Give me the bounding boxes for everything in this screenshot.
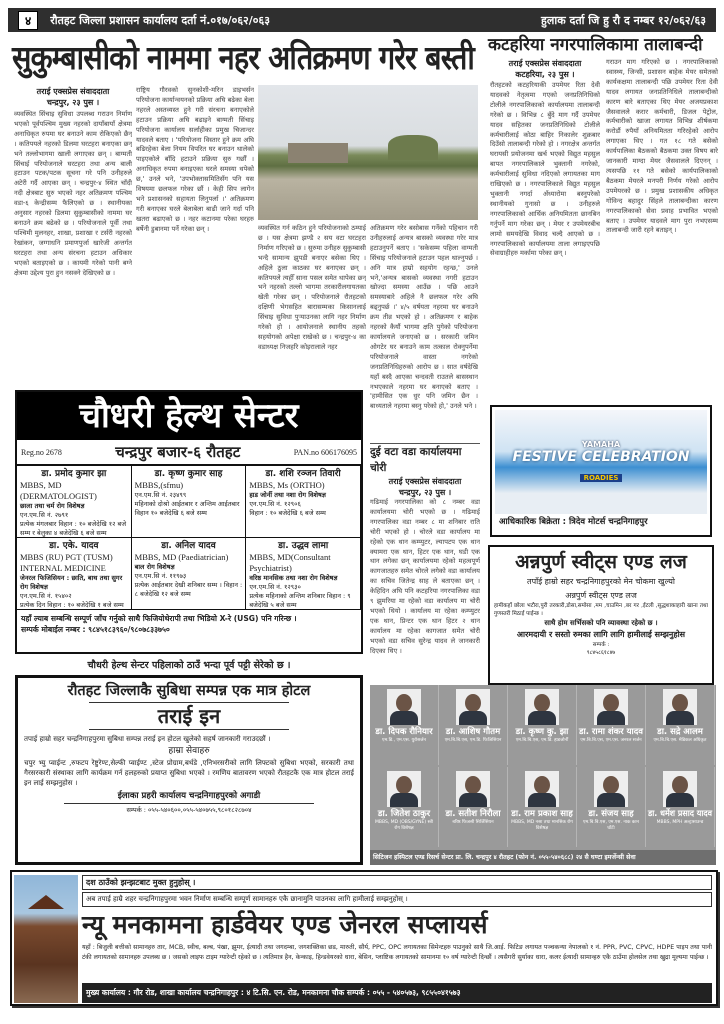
doctor-degree: MBBS,(sfmu) (134, 480, 184, 490)
health-relocation-notice: चौधरी हेल्थ सेन्टर पहिलाको ठाउँ भन्दा पूर्व पट्टी सेरेको छ । (87, 660, 291, 671)
hospital-doctor-card (439, 767, 508, 847)
ward-theft-byline: तराई एक्सप्रेस संवाददाता (388, 477, 462, 486)
temple-roof-shape (28, 895, 64, 909)
hotel-name: तराई इन (89, 702, 289, 730)
right-byline: तराई एक्सप्रेस संवाददाता (508, 59, 582, 68)
right-column-1-block (490, 58, 600, 399)
health-services-box (17, 610, 361, 624)
hospital-doctor-info: MBBS, MPH अल्ट्रासाउन्ड (656, 820, 704, 825)
annapurna-contact-label: सम्पर्क : (592, 642, 610, 648)
hardware-line-1: दश ठाउँको झन्झटबाट मुक्त हुनुहोस् । (86, 878, 196, 887)
hospital-doctor-name: डा. राम प्रकाश साह (511, 809, 573, 819)
right-column-1: रौतहटको कटहरियाकी उपमेयर रिता देवी यादवको नेतृत्वमा गएको जनप्रतिनिधिको टोलीले नगरपालिकाको कार्यालयमा तालाबन्दी गरेको छ । विभिन्न ८ बुँदे माग गर्दै उपमेयर यादव सहितका जनप्रतिनिधिको टोलीले कर्मचारीलाई कोठा बाहिर निकालेर शुक्रबार दिउँसो तालाबन्दी गरेको हो । नगरक्षेत्र अन्तर्गत घरायसी प्रयोजनमा खर्च भएको विद्युत महसुल बापत नगरपालिकाले भुक्तानी नगरेको, कर्मचारीलाई सुविधा नदिएको लगायतका माग राखिएको छ । नगरपालिकाले विद्युत महसुल भुक्तानी नगर्दा अँध्यारोमा बस्नुपरेको स्थानीयको गुनासो छ । उनीहरुले नगरपालिकाको आर्थिक अनियमितता छानबिन गर्नुपर्ने माग गरेका छन् । मेयर र उपमेयरबीच लामो समयदेखि विवाद चल्दै आएको छ । नगरपालिकाको कार्यालयमा ताला लगाइएपछि सेवाग्राहीहरु मर्कामा परेका छन् । (490, 81, 600, 258)
health-contact-box (17, 624, 361, 635)
hospital-doctor-name: डा. संजय साह (588, 809, 634, 819)
doctor-card (132, 538, 247, 610)
lead-column-1-block (14, 86, 132, 380)
doctor-photo (387, 689, 421, 725)
hospital-doctor-info: एम.बि.बि.एस, एम.एस. नाक कान घाँटी (582, 820, 639, 831)
doctor-specialty: जेनरल फिजिसियन : छाति, बाथ तथा सुगर रोग विशेषज्ञ (20, 574, 123, 591)
right-headline-box (488, 34, 720, 56)
hospital-doctor-info: MBBS, MD नसा तथा मानसिक रोग विशेषज्ञ (511, 820, 573, 831)
hardware-ad-content (82, 875, 712, 1003)
hospital-doctor-name: डा. सतीश निरौला (445, 809, 501, 819)
hospital-doctor-info: एम.डि., एम.एस. युरोसर्जन (382, 738, 426, 743)
hospital-doctor-card (370, 767, 439, 847)
lead-headline-box (12, 34, 474, 82)
health-center-info-row (17, 440, 361, 464)
lead-headline: सुकुम्बासीको नाममा नहर अतिक्रमण गरेर बस्ती (12, 38, 474, 77)
doctor-specialty: हाड जोर्नी तथा नशा रोग विशेषज्ञ (249, 491, 326, 499)
hardware-line-2-box (82, 892, 712, 907)
doctor-schedule: प्रत्येक दिन विहान : १० बजेदेखि १ बजे सम्म (20, 601, 124, 609)
hospital-doctor-card (370, 685, 439, 765)
doctor-name: डा. उद्धव लामा (278, 541, 329, 551)
pan-number: PAN.no 606176095 (293, 447, 357, 457)
hospital-doctor-info: एम.बि.बि.एस, एम.एस. जनरल सर्जन (580, 738, 642, 743)
annapurna-home-service: साथै होम सर्भिसको पनि व्यावस्था रहेको छ । (544, 619, 658, 627)
doctor-photo (594, 771, 628, 807)
yamaha-ad-image (495, 410, 707, 514)
doctor-schedule: महिनाको दोश्रो आईतबार र अन्तिम आईतबार विहान १० बजेदेखि ६ बजे सम्म (134, 500, 240, 517)
postal-registration: हुलाक दर्ता जि हु रौ द नम्बर १२/०६२/६३ (541, 13, 706, 27)
citizen-hospital-footer: सिटिजन हस्पिटल एण्ड रिसर्च सेन्टर प्रा. लि. चन्द्रपुर ४ रौतहट (फोन नं. ०५५-५४०६८८) २४ सै घण्टा इमर्जेन्सी सेवा (373, 854, 636, 861)
health-contact: सम्पर्क मोबाईल नम्बर : ९८४५१८३९६०/९८०७८३३७५० (21, 625, 170, 634)
annapurna-menu: हामीकहाँ छोला भटौरा,पुरी तरकारी,डोसा,समोसा ,मम ,चाउमिन ,बर गर ,ईटली ,सुद्धशाकाहारी खाना तथा गुणस्तरी मिठाई पाईन्छ । (494, 603, 708, 617)
doctor-card (17, 538, 132, 610)
lead-byline: तराई एक्सप्रेस संवाददाता (36, 87, 110, 96)
doctor-photo (387, 771, 421, 807)
hotel-services-title: हाम्रा सेवाहरु (168, 746, 210, 756)
doctor-photo (456, 771, 490, 807)
ward-theft-article (370, 443, 480, 681)
doctor-name: डा. शशि रञ्जन तिवारी (265, 469, 341, 479)
hotel-ad (15, 675, 363, 865)
doctor-schedule: प्रत्येक मंगलबार विहान : १० बजेदेखि १२ बजे सम्म र बेलुका ४ बजेदेखि ६ बजे सम्म (20, 520, 127, 537)
doctor-photo (663, 689, 697, 725)
doctor-photo (525, 689, 559, 725)
hospital-doctor-info: एम.बि.बि.एस. मेडिकल अधिकृत (653, 738, 707, 743)
doctor-degree: MBBS, MD(Consultant Psychiatrist) (249, 552, 331, 573)
health-center-title: चौधरी हेल्थ सेन्टर (17, 392, 361, 440)
page-header-bar (8, 8, 716, 32)
citizen-hospital-ad (370, 685, 716, 865)
health-center-address-box (66, 442, 290, 462)
doctor-name: डा. प्रमोद कुमार झा (41, 469, 107, 479)
doctor-degree: MBBS, MD (Paediatrician) (134, 552, 229, 562)
hardware-title: न्यू मनकामना हार्डवेयर एण्ड जेनरल सप्लायर्स (82, 910, 488, 939)
house-shape (288, 143, 348, 163)
reg-number: Reg.no 2678 (21, 447, 62, 457)
hardware-ad (10, 870, 718, 1006)
doctor-schedule: प्रत्येक आईतबार देखी शनिबार सम्म । विहान : ८ बजेदेखि १२ बजे सम्म (134, 581, 243, 598)
yamaha-brand: YAMAHA (581, 440, 621, 449)
doctor-nmc: एन.एम.सि नं. १५४०२ (20, 592, 72, 600)
yamaha-subtitle: ROADIES (580, 474, 623, 482)
doctor-nmc: एन.एम.सि नं. २७९१ (20, 511, 69, 519)
yamaha-dealer-box (495, 514, 707, 529)
hospital-doctor-card (508, 767, 577, 847)
hospital-doctor-info: बरिष्ठ फिजसी सिर्जिसियन (452, 820, 494, 825)
ward-theft-dateline: चन्द्रपुर, २३ पुस । (398, 488, 452, 497)
hotel-headline: रौतहट जिल्लाकै सुबिधा सम्पन्न एक मात्र होटल (67, 683, 311, 699)
hardware-line-1-box (82, 875, 712, 890)
citizen-hospital-footer-bar (370, 850, 716, 865)
doctor-photo (456, 689, 490, 725)
right-column-2: गराउन माग गरिएको छ । नगरपालिकाको स्वास्थ्य, जिन्सी, प्रशासन बाहेक मेयर समेतको कार्यकक्षमा तालाबन्दी पछि उपमेयर रिता देवी यादव लगायत जनप्रतिनिधिले तालाबन्दीको कारण बारे बताएका थिए मेयर अजयप्रकाश जैसवालले करार कर्मचारी, डिजल पेट्रोल, कर्मचारीको खाजा लगायत विभिन्न शीर्षकमा करोडौं रुपैयाँ अनियमितता गरिरहेको आरोप लगाएका थिए । गत १८ गते बसेको कार्यपालिका बैठकको बैठकमा उक्त विषय बारे जानकारी माग्दा मेयर जैसवालले दिएनन् । त्यसपछि ११ गते बसेको कार्यपालिकाको बैठकमा मेयरले मनपरी निर्णय गरेको आरोप उपमेयरको छ । प्रमुख प्रशासकीय अधिकृत गोविन्द बहादुर सिंहले तालाबन्दीका कारण नगरपालिकाको सेवा प्रवाह प्रभावित भएको बताए । उपमेयर यादवले माग पुरा नभएसम्म तालाबन्दी जारी रहने बताइन् । (606, 58, 718, 235)
doctor-specialty: बाल रोग विशेषज्ञ (134, 563, 175, 571)
health-center-ad (15, 390, 363, 654)
lead-column-4: अतिक्रमण गरेर बसोबास गर्नेको पहिचान गरी उनीहरुलाई अन्यत्र बासको व्यवस्था गरेर मात्र हटाउनुपर्ने बताए । 'सकेसम्म पहिला वाग्मती सिंचाइ परियोजनाले हटाउन पहल थाल्नुपर्छ । अनि मात्र हाम्रो सहयोग रहन्छ,' उनले भने,'अन्यत्र बासको व्यवस्था नगरी हटाउन खोज्दा समस्या आउँछ । पछि आउने समस्याबारे अहिले नै छलफल गरेर अघि बढ्नुपर्छ ।' ४/५ वर्षयता नहरमा घर बनाउने क्रम तीव्र भएको हो । अतिक्रमण र बाहेक नहरको कैयौं भागमा क्षति पुगेको परियोजना कार्यालयले जनाएको छ । सरकारी जमिन ओगटेर घर बनाउने काम तत्काल रोक्नुपर्नेमा परियोजनाले वास्ता नगरेको जनप्रतिनिधिहरुको आरोप छ । सात वर्षदेखि यहाँ बस्दै आएका चन्दवती राउतले बासस्थान नभएकाले नहरमा घर बनाएको बताए । 'हामीसित एक धुर पनि जमिन छैन । बाध्यताले नहरमा बस्नु परेको हो,' उनले भने । (370, 224, 478, 411)
hotel-contact: सम्पर्क : ०५५-५४०६००,०५५-५४०७५५,९८०१८२८७०४ (126, 806, 252, 814)
hospital-doctor-info: एम.बि.बि.एस, एम.डि. फिजिसियन (444, 738, 502, 743)
hospital-doctor-info: एम.बि.बि.एस, एम.डि. हाडजोर्नी (515, 738, 569, 743)
doctor-name: डा. कृष्ण कुमार साह (154, 469, 223, 479)
lead-column-3: व्यवस्थित गर्न कठिन हुने परियोजनाको ठम्याई छ । यस क्षेत्रमा झण्डै २ सय वटा घरटहरा निर्माण गरिएको छ । सुरुमा उनीहरु सुकुम्बासी भन्दै सामान्य झुपडी बनाएर बसेका थिए । अहिले ठुला काठका घर बनाएका छन् । कतिपयले त्यहीँ साना पसल समेत थापेका छन् भने नहरको तल्लो भागमा तरकारीलगायतका खेती गरेका छन् । परियोजनाले रौतहटको दक्षिणी भेगसहित बारासम्मका किसानलाई सिंचाइ सुविधा पुऱ्याउनका लागि नहर निर्माण गरेको हो । आयोजनाले स्थानीय तहको सहयोगको अपेक्षा राखेको छ । चन्द्रपुर-४ का वडाध्यक्ष निजहरि कोइरालाले नहर (258, 224, 366, 351)
doctor-card (17, 466, 132, 538)
annapurna-rooms: आरमदायी र सस्तो रुमका लागि लागि हामीलाई सम्झनुहोस (516, 630, 686, 639)
hospital-doctor-name: डा. दिपक रौनियार (375, 727, 433, 737)
doctor-nmc: एन.एम.सि नं. १२९०६ (249, 500, 301, 508)
hospital-doctor-name: डा. धर्मेश प्रसाद यादव (648, 809, 712, 819)
doctor-nmc: एन.एम.सि नं. २३४९९ (134, 491, 187, 499)
hospital-doctor-info: MBBS, MD (OBS/GYNE) स्त्री रोग विशेषज्ञ (375, 820, 433, 831)
health-center-address: चन्द्रपुर बजार-६ रौतहट (115, 443, 241, 461)
doctor-card (246, 466, 361, 538)
hardware-footer: मुख्य कार्यालय : गौर रोड, शाखा कार्यालय चन्द्रनिगाहपुर : ४ टि.सि. एन. रोड, मनकामना चौक सम्पर्क : ०५५ - ५४०५७३, ९८५५०४१५७३ (86, 988, 461, 997)
doctor-degree: MBBS, Ms (ORTHO) (249, 480, 325, 490)
doctor-card (246, 538, 361, 610)
hospital-doctor-card (577, 685, 646, 765)
doctor-name: डा. एके. यादव (49, 541, 99, 551)
hotel-location-box (64, 790, 314, 804)
hospital-doctor-name: डा. जितेश ठाकुर (377, 809, 431, 819)
hospital-doctor-name: डा. रामा शंकर यादव (579, 727, 643, 737)
annapurna-tagline: तपाँई हाम्रो सहर चन्द्रनिगाहपुरको मेन चोकमा खुल्यो (527, 577, 675, 586)
health-relocation-box (15, 658, 363, 671)
temple-photo (14, 875, 78, 1003)
hotel-intro: तपाई हाम्रो सहर चन्द्रनिगाहपुरमा सुबिधा सम्पन्न तराई इन होटल खुलेको सहर्ष जानकारी गराउदछौं । (24, 735, 271, 743)
doctor-schedule: विहान : १० बजेदेखि ६ बजे सम्म (249, 509, 326, 517)
hospital-doctor-card (508, 685, 577, 765)
doctor-photo (663, 771, 697, 807)
doctor-degree: MBBS (RU) PGT (TUSM) INTERNAL MEDICINE (20, 552, 113, 573)
annapurna-title: अन्नपुर्ण स्वीट्स एण्ड लज (515, 551, 687, 573)
ward-theft-body: गढिमाई नगरपालिका को ८ नम्बर वडा कार्यालयमा चोरी भएको छ । गढिमाई नगरपालिका वडा नम्बर ८ मा शनिबार राति चोरी भएको हो । चोरले वडा कार्यालय मा रहेको एक थान कम्प्युटर, ल्यापटप एक थान क्यामरा एक थान, हिटर एक थान, घडी एक थान लगेका छन् कार्यालयमा रहेको महत्वपूर्ण कागजातहरु समेत चोरले लगेको वडा कार्यालय का सचिव जितेन्द्र साह ले बताएका छन् । केहिदिन अघि पनि कटहरिया नगरपालिका वडा ९ झुमरिया मा रहेको वडा कार्यालय मा चोरी भएको थियो । कार्यालय मा रहेका कम्प्युटर एक थान, प्रिन्टर एक थान हिटर २ थान कार्यालय मा रहेका कागजात समेत चोरी भएको वडा सचिव सुरेन्द्र यादव ले जानकारी दिएका थिए । (370, 498, 480, 655)
doctor-photo (594, 689, 628, 725)
doctor-nmc: एन.एम.सि नं. १२९३० (249, 583, 301, 591)
registration-number: रौतहट जिल्ला प्रशासन कार्यालय दर्ता नं.०१७/०६२/०६३ (50, 13, 270, 27)
ward-theft-headline: दुई वटा वडा कार्यालयमा चोरी (370, 446, 462, 474)
doctor-name: डा. अनिल यादव (161, 541, 216, 551)
lead-column-1: व्यवस्थित सिंचाइ सुविधा उपलब्ध गराउन निर्माण भएको पूर्वपश्चिम मुख्य नहरको दायाँबायाँ क्षेत्रमा अनाधिकृत रुपमा घर बनाउने काम रोकिएको छैन् । कतिपयले नहरको डिलमा घरटहरा बनाएका छन् भने तल्लोभागमा खाली लगाएका छन् । बाग्मती सिंचाई परियोजनाले घरटहरा तथा अन्य बाली हटाउन पटक/पटक सूचना गरे पनि उनीहरुले अटेरी गर्दै आएका छन् । चन्द्रपुर-४ स्थित चाँदी नदी क्षेत्रबाट सुरु भएको नहर अतिक्रमण पश्चिम वडा-६ केन्द्रीसम्म फैलिएको छ । स्थानीयका अनुसार नहरको डिलमा सुकुम्बासीको नाममा घर बनाउने क्रम बढेको छ । परियोजनाले पूर्वी तथा पश्चिमी मुलनहर, शाखा, प्रशाखा र टर्सरी नहरको रेखांकन, जग्गाधनि प्रमाणपुर्जा खारेजी अन्तर्गत घरटहरा तथा अन्य संरचना हटाउन अधिकार भएको बताइएको छ । कायमी गरेको पानी बग्ने क्षेत्रमा उद्देश्य पुरा हुन नसक्ने देखिएको छ । (14, 110, 132, 277)
hotel-services: चपुर भ्यु प्वाईन्ट ,रुफटप रेष्टुरेण्ट,सेल्फी प्वाईण्ट ,स्टेज प्रोग्राम,बर्थडे ,एनिभरसरीको लागि लिफ्टको सुबिधा भएको, सरकारी तथा गैरसरकारी संस्थाका लागि कार्यक्रम गर्न हलहरुको प्रयाप्त सुबिधा भएको । रमणिय बातावरण भएको रौतहटकै एक मात्र होटल तराई इन लाई सम्झनुहोस । (24, 759, 354, 787)
annapurna-phone: ९८४५८६१८४७ (586, 650, 616, 656)
doctor-card (132, 466, 247, 538)
hardware-body: यहाँ : बिजुली बत्तीको सामानहरु तार, MCB, स्वीच, बल्ब, पंखा, झुमर, ईत्यादी तथा जगदम्बा, जगशक्तिका छड, मारुती, सौर्य, PPC, OPC लगायतका सिमेन्टहरु पाउनुको साथै जि.आई. फिटिङ लगायत पञ्चकन्या नेपालको १ नं. PPR, PVC, CPVC, HDPE पाइप तथा पानी टंकी लगायतको सामानहरु उपलब्ध छ । जसको लाइफ टाइम ग्यारेन्टी रहेको छ । त्यतिमात्र हैन, केन्काइ, हिन्डवेयरको धारा, बेसिन, प्लाष्टिक लगायतको सामानमा १० वर्ष ग्यारेन्टी दिन्छौं । त्यसैगरी सुर्याका धारा, कलर ईत्यादी सामान्हरु एकै ठाउँमा होलसेल तथा खुद्रा मूल्यमा पाईन्छ । (82, 944, 712, 961)
doctor-schedule: प्रत्येक महिनाको अन्तिम शनिबार विहान : ९ बजेदेखि ५ बजे सम्म (249, 592, 351, 609)
hardware-line-2: अब तपाई हाम्रै शहर चन्द्रनिगाहपुरमा भवन निर्माण सम्बन्धि सम्पूर्ण सामानहरु एकै छानामुनि पाउनका लागि हामीलाई सम्झनुहोस् । (86, 895, 408, 903)
annapurna-name: अन्नपुर्ण स्वीट्स एण्ड लज (565, 591, 637, 600)
doctor-photo (525, 771, 559, 807)
doctor-specialty: छाला तथा चर्म रोग विशेषज्ञ (20, 502, 85, 510)
yamaha-dealer: आधिकारिक बिक्रेता : त्रिदेव मोटर्स चन्द्रनिगाहपुर (499, 517, 648, 527)
doctor-degree: MBBS, MD (DERMATOLOGIST) (20, 480, 97, 501)
hospital-doctor-name: डा. आशिष गौतम (445, 727, 501, 737)
yamaha-ad[interactable] (490, 405, 712, 537)
tree-shape (388, 135, 438, 160)
hospital-doctor-name: डा. कृष्ण कु. झा (515, 727, 569, 737)
hospital-doctor-name: डा. सद्रे आलम (657, 727, 703, 737)
lead-dateline: चन्द्रपुर, २३ पुस । (46, 98, 100, 107)
canal-settlement-photo (258, 85, 478, 220)
hardware-footer-bar (82, 983, 712, 1003)
hospital-doctor-card (577, 767, 646, 847)
hospital-doctor-card (646, 685, 715, 765)
doctor-nmc: एन.एम.सि नं. ११९७३ (134, 572, 187, 580)
lead-column-2: राष्ट्रिय गौरवको सुनकोशी-मरिन डाइभर्सन परियोजना कार्यान्वयनको प्रक्रिया अघि बढेका बेला नहरले अस्तव्यस्त हुने गरी संरचना बनाएकोले हटाउन प्रक्रिया अघि बढाइने बाग्मती सिंचाइ परियोजना कार्यालय सर्लाहीका प्रमुख चिजान्दर यादवले बताए । 'परियोजना विस्तार हुने क्रम अघि बढिरहेका बेला नियम विपरित घर बनाउन थालेको पाइएकोले बाँदि हटाउने प्रक्रिया सुरु गर्छौं । अनाधिकृत रुपमा बनाइएका घरले समस्या थपेको छ,' उनले भने, 'उपभोक्तासमितिसँग पनि यस विषयमा छलफल गरेका छौं । केही सिप लागेन भने प्रशासनको सहायता लिनुपर्ला ।' अतिक्रमण गरी बनाएका घरले बेलाबेला बाढी जाने गर्दा पनि खतरा बढाएको छ । नहर कटानमा परेका घरहरु बर्षेनी डुबानमा पर्ने गरेका छन् । (136, 86, 254, 233)
hospital-doctor-card (646, 767, 715, 847)
yamaha-title: FESTIVE CELEBRATION (512, 449, 690, 465)
doctor-specialty: वरिष्ठ मानसिक तथा नशा रोग विशेषज्ञ (249, 574, 338, 582)
annapurna-ad (488, 545, 714, 685)
page-number: ४ (18, 11, 38, 30)
hospital-doctor-card (439, 685, 508, 765)
doctor-grid (17, 464, 361, 610)
right-headline: कटहरिया नगरपालिकामा तालाबन्दी (488, 35, 703, 55)
hotel-location: ईलाका प्रहरी कार्यालय चन्द्रनिगाहपुरको अगाडी (117, 791, 261, 801)
right-dateline: कटहरिया, २३ पुस । (515, 70, 575, 79)
health-services: यहाँ ल्याब सम्बन्धि सम्पूर्ण जाँच गर्नुको साथै फिजियोथेरापी तथा भिडियो X-रे (USG) पनि गरिन्छ । (21, 614, 297, 623)
